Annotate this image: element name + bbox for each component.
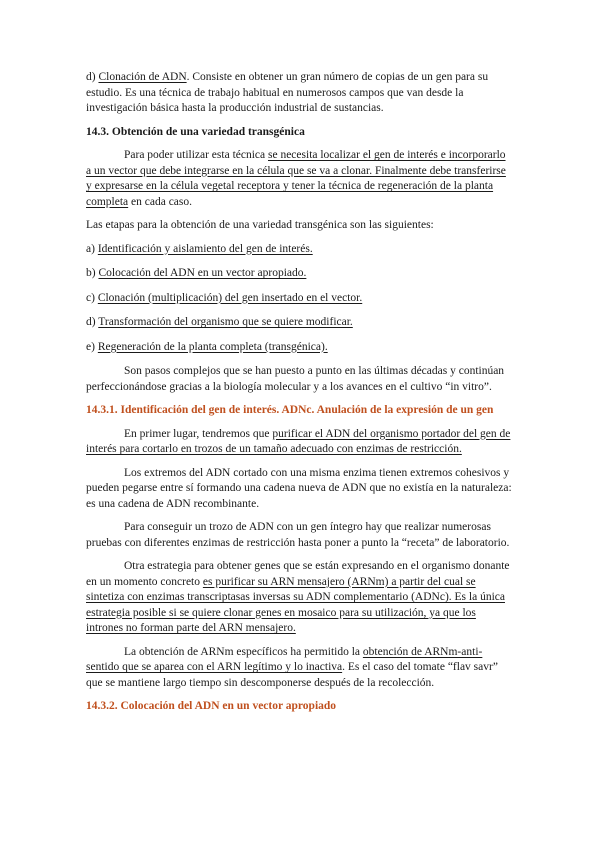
list-item-text: Clonación (multiplicación) del gen insertado en el vector. [97,291,363,304]
list-item [86,266,513,282]
list-item [86,242,513,258]
list-prefix: b) [86,267,99,279]
list-item [86,291,513,307]
paragraph-text: Para poder utilizar esta técnica [124,149,268,161]
paragraph-text: . Consiste en obtener un gran número de copias de un gen para su estudio. Es una técnica de trabajo habitual en numerosos campos que van desde la investigación básica hasta la producción industrial de sustancias. [86,71,489,114]
list-prefix: c) [86,291,98,304]
list-prefix: d) [86,71,99,83]
section-heading-14-3-1: 14.3.1. Identificación del gen de interés. ADNc. Anulación de la expresión de un gen [86,404,494,416]
list-item [86,340,513,356]
list-item-text: Regeneración de la planta completa (transgénica). [97,340,328,353]
paragraph-etapas: Las etapas para la obtención de una variedad transgénica son las siguientes: [86,219,434,231]
section-heading-14-3-2: 14.3.2. Colocación del ADN en un vector apropiado [86,700,337,712]
list-item-text: Colocación del ADN en un vector apropiado. [98,267,307,279]
paragraph-conseguir: Para conseguir un trozo de ADN con un gen íntegro hay que realizar numerosas pruebas con diferentes enzimas de restricción hasta poner a punto la “receta” de laboratorio. [86,521,510,549]
paragraph-pasos: Son pasos complejos que se han puesto a punto en las últimas décadas y continúan perfeccionándose gracias a la biología molecular y a los avances en el cultivo “in vitro”. [86,365,505,393]
underlined-text: se necesita localizar el gen de interés e incorporarlo a un vector que debe integrarse en la célula que se va a clonar. Finalmente debe transferirse y expresarse en la célula vegetal receptora y tener la técnica de regeneración de la planta completa [86,149,506,208]
paragraph-text: Otra estrategia para obtener genes que se están expresando en el organismo donante en un momento concreto [86,560,510,588]
paragraph-text: en cada caso. [128,195,193,208]
term-clonacion: Clonación de ADN [98,71,187,83]
list-prefix: a) [86,242,98,255]
paragraph-extremos: Los extremos del ADN cortado con una misma enzima tienen extremos cohesivos y pueden pegarse entre sí formando una cadena nueva de ADN que no existía en la naturaleza: es una cadena de ADN recombinante. [86,466,512,510]
paragraph-arnm [86,645,513,692]
list-prefix: d) [86,316,99,328]
list-prefix: e) [86,340,98,353]
underlined-text: purificar el ADN del organismo portador del gen de interés para cortarlo en trozos de un tamaño adecuado con enzimas de restricción. [86,427,511,455]
paragraph-text: La obtención de ARNm específicos ha permitido la [124,645,363,658]
list-item-text: Identificación y aislamiento del gen de interés. [97,242,313,255]
paragraph-primer-lugar [86,427,513,458]
list-item [86,315,513,331]
paragraph-otra-estrategia [86,559,513,637]
section-heading-14-3: 14.3. Obtención de una variedad transgénica [86,125,305,138]
paragraph-text: . Es el caso del tomate “flav savr” que se mantiene largo tiempo sin descomponerse después de la recolección. [86,661,498,689]
underlined-text: es purificar su ARN mensajero (ARNm) a partir del cual se sintetiza con enzimas transcriptasas inversas su ADN complementario (ADNc). Es la única estrategia posible si se quiere clonar genes en mosaico para su utilización, ya que los intrones no forman parte del ARN mensajero. [86,575,505,634]
list-item-text: Transformación del organismo que se quiere modificar. [98,316,353,328]
underlined-text: obtención de ARNm-anti-sentido que se aparea con el ARN legítimo y lo inactiva [86,645,483,673]
paragraph-intro [86,148,513,210]
paragraph-clonacion [86,70,513,117]
paragraph-text: En primer lugar, tendremos que [124,427,273,440]
